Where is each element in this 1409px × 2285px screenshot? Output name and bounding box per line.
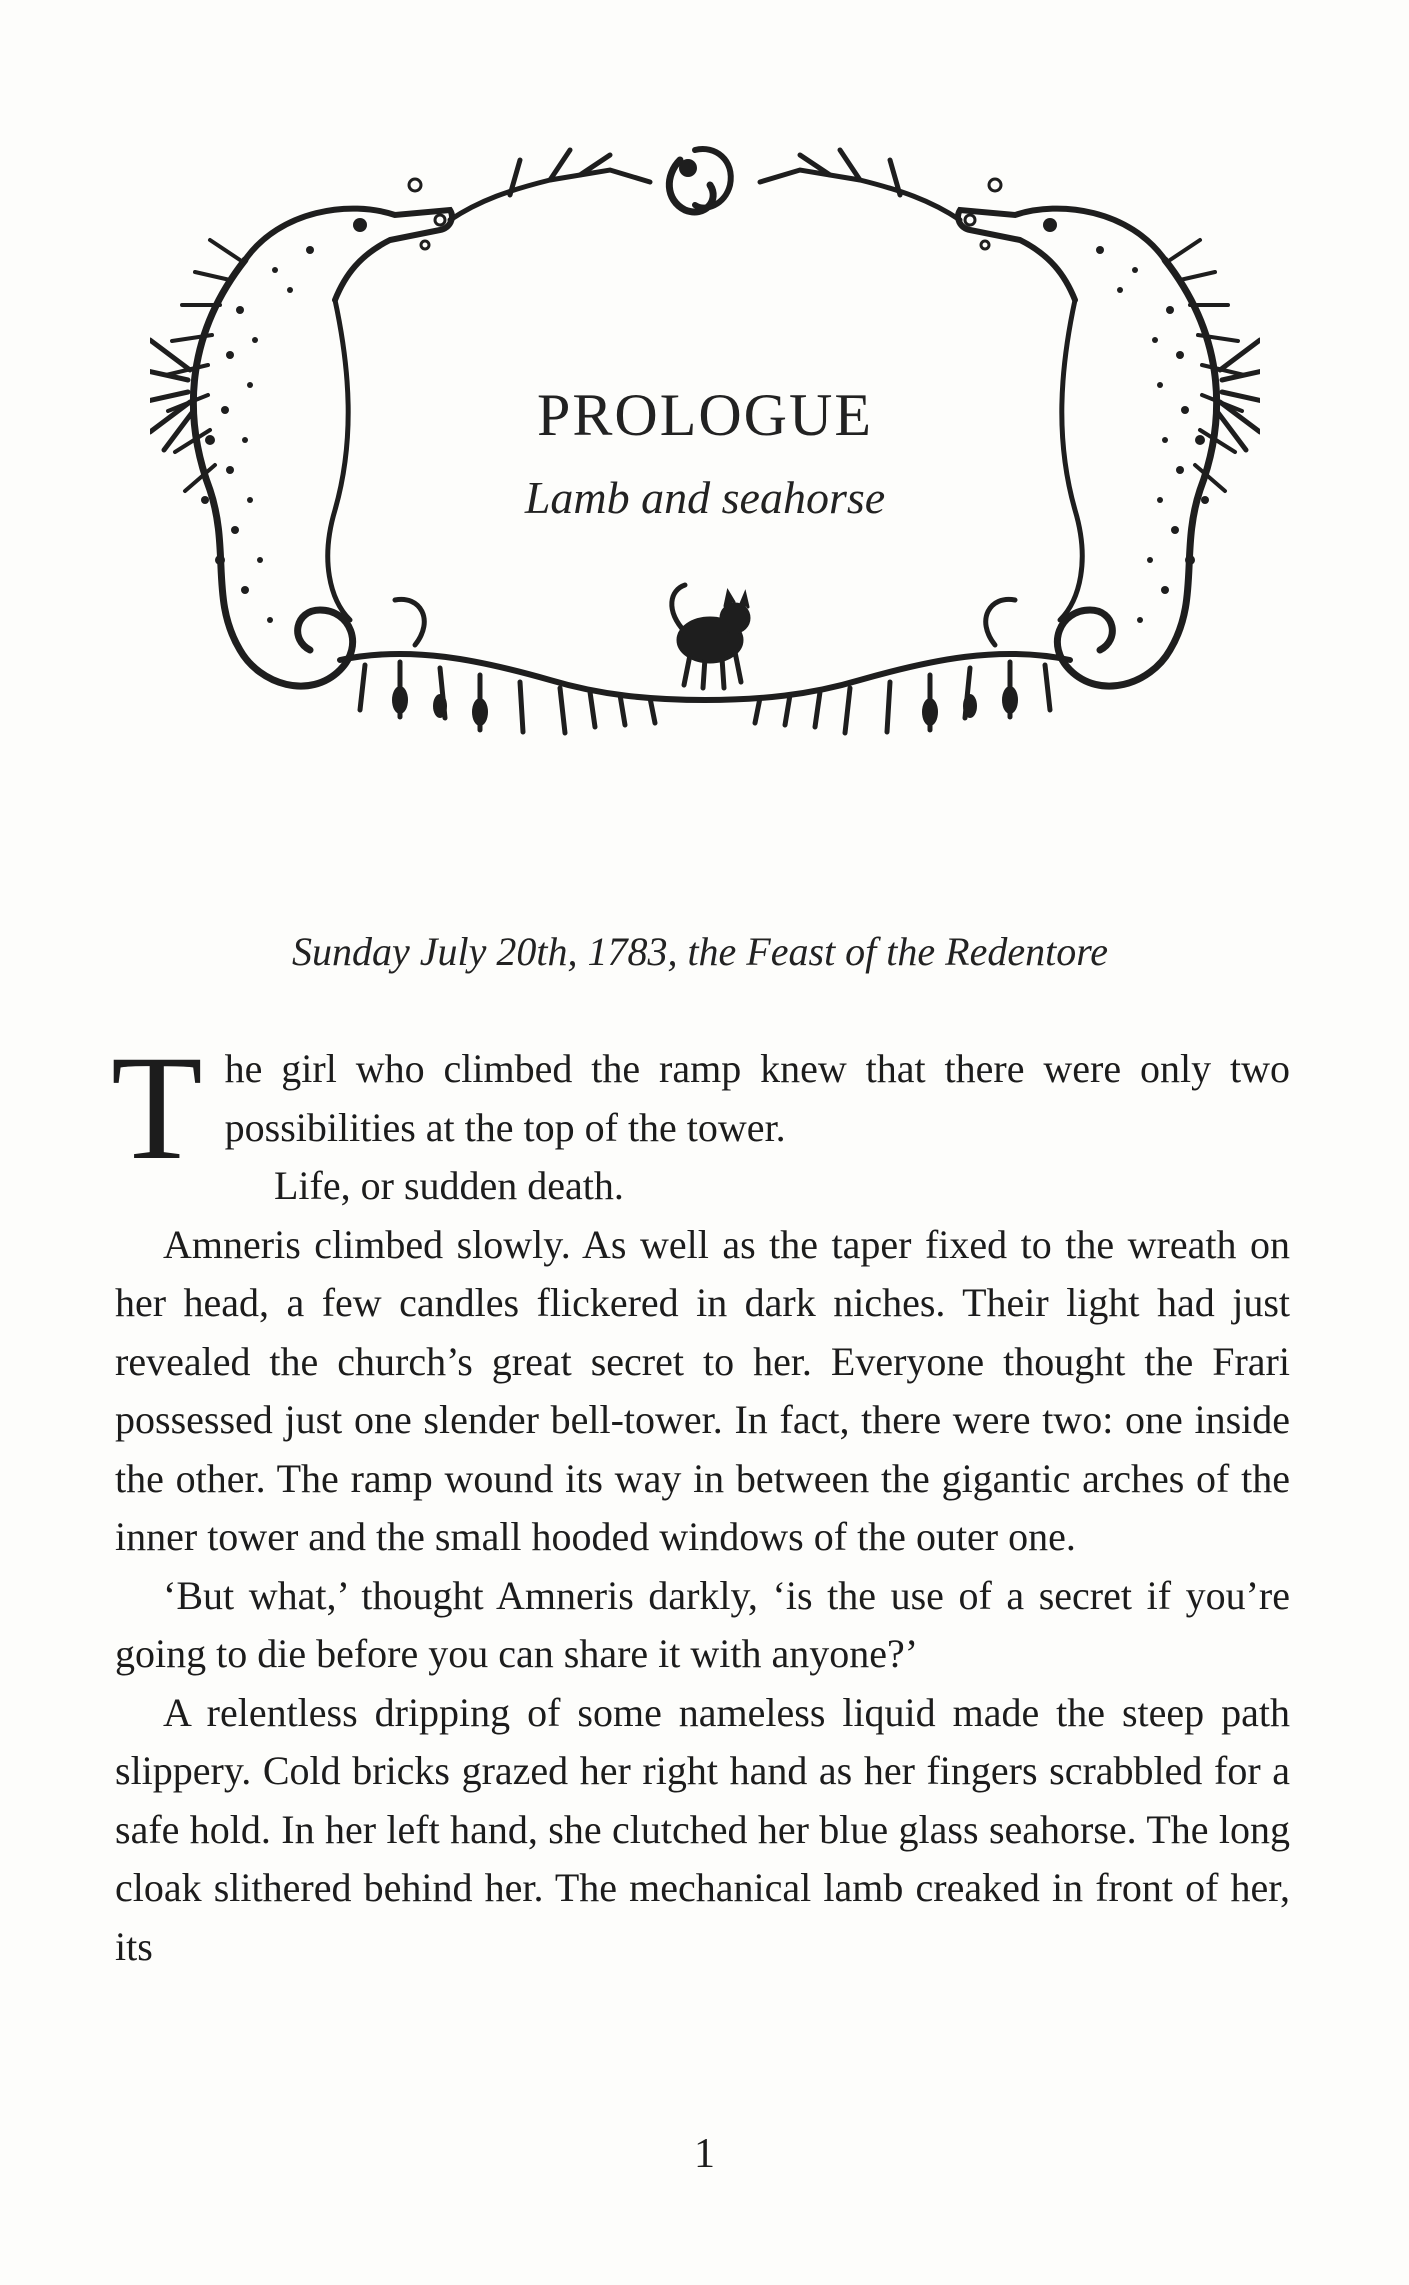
paragraph-1-text: he girl who climbed the ramp knew that there were only two possibilities at the top of the tower. xyxy=(224,1046,1290,1150)
drop-cap: T xyxy=(111,1025,203,1191)
paragraph-5: A relentless dripping of some nameless liquid made the steep path slippery. Cold bricks grazed her right hand as her fingers scrabbled for a safe hold. In her left hand, she clutched her blue glass seahorse. The long cloak slithered behind her. The mechanical lamb creaked in front of her, its xyxy=(115,1689,1290,1969)
chapter-subtitle: Lamb and seahorse xyxy=(524,472,886,523)
body-text xyxy=(111,1025,1290,1976)
mermaid-icon xyxy=(669,149,730,212)
paragraph-2: Life, or sudden death. xyxy=(274,1163,624,1208)
chapter-heading xyxy=(380,382,1030,524)
paragraph-4: ‘But what,’ thought Amneris darkly, ‘is the use of a secret if you’re going to die before you can share it with anyone?’ xyxy=(115,1572,1290,1676)
cat-icon xyxy=(672,585,749,688)
dateline: Sunday July 20th, 1783, the Feast of the Redentore xyxy=(291,929,1109,974)
paragraph-3: Amneris climbed slowly. As well as the taper fixed to the wreath on her head, a few candles flickered in dark niches. Their light had just revealed the church’s great secret to her. Everyone thought the Frari possessed just one slender bell-tower. In fact, there were two: one inside the other. The ramp wound its way in between the gigantic arches of the inner tower and the small hooded windows of the outer one. xyxy=(115,1221,1290,1559)
bubbles-icon xyxy=(409,179,1001,249)
chapter-title: PROLOGUE xyxy=(536,382,873,448)
page-number: 1 xyxy=(694,2131,715,2177)
